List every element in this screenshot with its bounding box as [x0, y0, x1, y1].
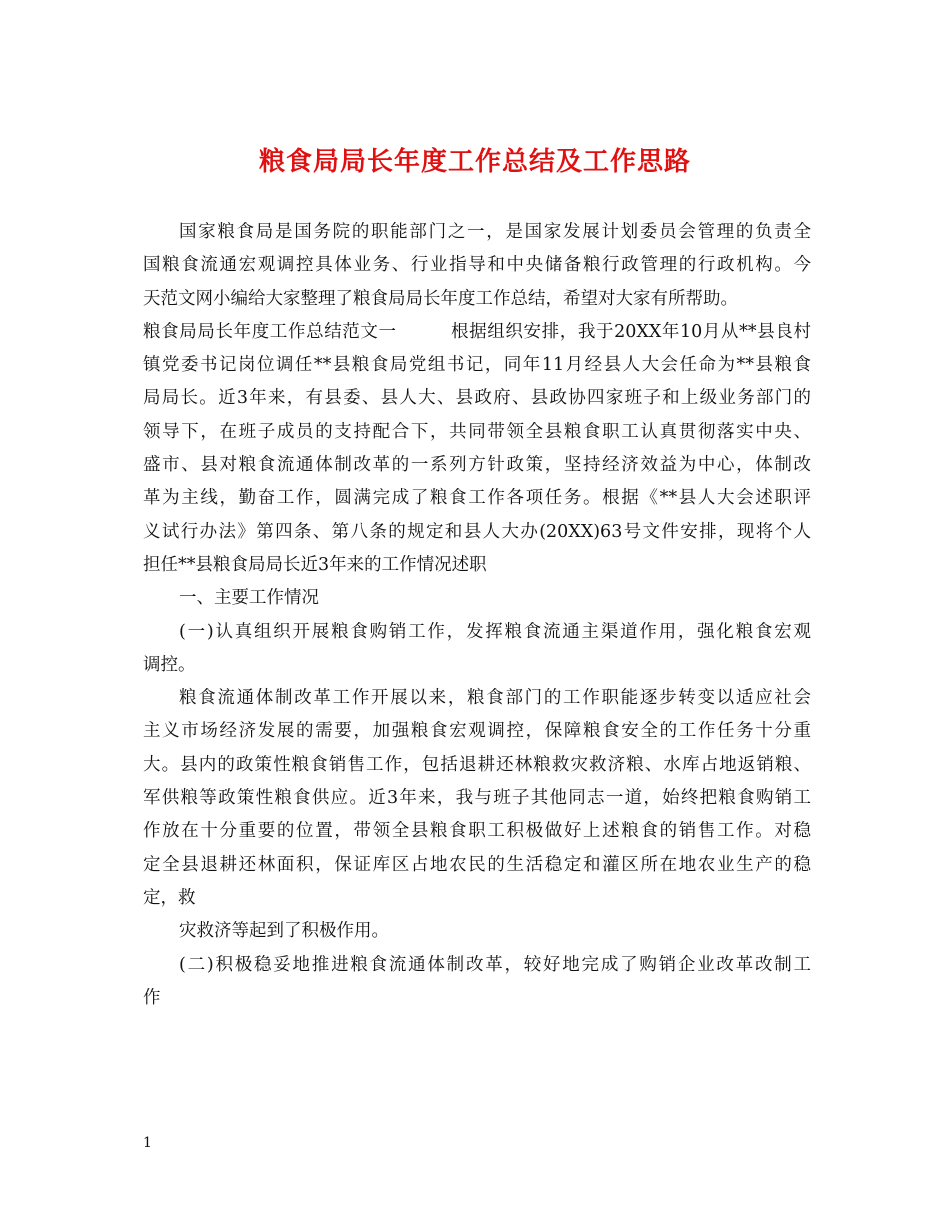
- body-line: 一、主要工作情况: [179, 588, 319, 609]
- body-line: 领导下，在班子成员的支持配合下，共同带领全县粮食职工认真贯彻落实中央、: [143, 421, 811, 442]
- body-line: 调控。: [143, 654, 196, 675]
- body-line: 担任**县粮食局局长近3年来的工作情况述职: [143, 554, 487, 575]
- body-line: 镇党委书记岗位调任**县粮食局党组书记，同年11月经县人大会任命为**县粮食: [143, 355, 811, 376]
- body-line: 定，救: [143, 887, 196, 908]
- body-line: 作: [143, 987, 161, 1008]
- body-line: 大。县内的政策性粮食销售工作，包括退耕还林粮救灾救济粮、水库占地返销粮、: [143, 754, 811, 775]
- body-line: 军供粮等政策性粮食供应。近3年来，我与班子其他同志一道，始终把粮食购销工: [143, 788, 811, 809]
- body-line: 国粮食流通宏观调控具体业务、行业指导和中央储备粮行政管理的行政机构。今: [143, 255, 811, 276]
- body-line: 作放在十分重要的位置，带领全县粮食职工积极做好上述粮食的销售工作。对稳: [143, 821, 811, 842]
- page-number: 1: [143, 1135, 152, 1151]
- body-line: 粮食局局长年度工作总结范文一 根据组织安排，我于20XX年10月从**县良村: [143, 321, 811, 342]
- body-line: 盛市、县对粮食流通体制改革的一系列方针政策，坚持经济效益为中心，体制改: [143, 455, 811, 476]
- body-line: 革为主线，勤奋工作，圆满完成了粮食工作各项任务。根据《**县人大会述职评: [143, 488, 811, 509]
- body-line: 局局长。近3年来，有县委、县人大、县政府、县政协四家班子和上级业务部门的: [143, 388, 811, 409]
- body-line: 国家粮食局是国务院的职能部门之一，是国家发展计划委员会管理的负责全: [179, 222, 811, 242]
- body-line: 主义市场经济发展的需要，加强粮食宏观调控，保障粮食安全的工作任务十分重: [143, 721, 811, 742]
- body-line: 天范文网小编给大家整理了粮食局局长年度工作总结，希望对大家有所帮助。: [143, 288, 738, 309]
- body-line: 义试行办法》第四条、第八条的规定和县人大办(20XX)63号文件安排，现将个人: [143, 521, 811, 542]
- body-line: (一)认真组织开展粮食购销工作，发挥粮食流通主渠道作用，强化粮食宏观: [179, 621, 811, 642]
- body-line: 定全县退耕还林面积，保证库区占地农民的生活稳定和灌区所在地农业生产的稳: [143, 854, 811, 875]
- body-line: (二)积极稳妥地推进粮食流通体制改革，较好地完成了购销企业改革改制工: [179, 954, 811, 975]
- document-body: [143, 216, 811, 1015]
- body-line: 灾救济等起到了积极作用。: [179, 921, 389, 942]
- document-title: 粮食局局长年度工作总结及工作思路: [258, 147, 691, 177]
- body-line: 粮食流通体制改革工作开展以来，粮食部门的工作职能逐步转变以适应社会: [179, 688, 811, 709]
